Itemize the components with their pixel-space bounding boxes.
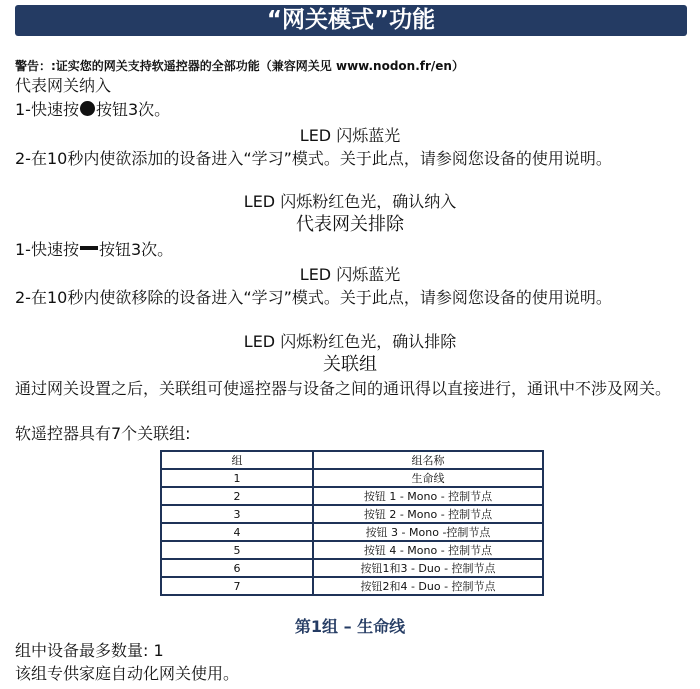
- group-name: 按钮1和3 - Duo - 控制节点: [313, 559, 543, 577]
- exclude-step1-post: 按钮3次。: [98, 240, 174, 259]
- page-title: “网关模式”功能: [15, 5, 687, 36]
- include-step1-post: 按钮3次。: [95, 100, 171, 119]
- exclude-step1-pre: 1-快速按: [15, 240, 79, 259]
- group1-caption: 第1组 – 生命线: [294, 617, 406, 636]
- table-row: [161, 577, 543, 595]
- exclude-led2: LED 闪烁粉红色光，确认排除: [243, 332, 457, 351]
- group-name: 按钮 1 - Mono - 控制节点: [313, 487, 543, 505]
- exclude-step2: 2-在10秒内使欲移除的设备进入“学习”模式。关于此点，请参阅您设备的使用说明。: [15, 288, 612, 307]
- exclude-step1: [15, 239, 173, 261]
- table-row: [161, 523, 543, 541]
- group-number: 3: [161, 505, 313, 523]
- column-header-group-name: 组名称: [313, 451, 543, 469]
- include-led1: LED 闪烁蓝光: [299, 126, 401, 145]
- exclude-led1: LED 闪烁蓝光: [299, 265, 401, 284]
- table-row: [161, 469, 543, 487]
- association-count: 软遥控器具有7个关联组:: [15, 424, 191, 443]
- table-header-row: [161, 451, 543, 469]
- group1-max: 组中设备最多数量: 1: [15, 641, 164, 660]
- group1-note: 该组专供家庭自动化网关使用。: [15, 664, 240, 683]
- group-name: 按钮 2 - Mono - 控制节点: [313, 505, 543, 523]
- group-number: 5: [161, 541, 313, 559]
- exclude-title: 代表网关排除: [296, 214, 404, 235]
- group-number: 4: [161, 523, 313, 541]
- group-name: 按钮 3 - Mono -控制节点: [313, 523, 543, 541]
- table-row: [161, 487, 543, 505]
- round-button-icon: [80, 101, 95, 116]
- column-header-group: 组: [161, 451, 313, 469]
- group-name: 按钮 4 - Mono - 控制节点: [313, 541, 543, 559]
- group-name: 按钮2和4 - Duo - 控制节点: [313, 577, 543, 595]
- groups-table: [160, 450, 544, 596]
- warning-text: 警告：:证实您的网关支持软遥控器的全部功能（兼容网关见 www.nodon.fr/en）: [15, 59, 464, 73]
- association-title: 关联组: [323, 354, 377, 375]
- minus-button-icon: [80, 246, 98, 250]
- group-number: 6: [161, 559, 313, 577]
- group-name: 生命线: [313, 469, 543, 487]
- include-step1-pre: 1-快速按: [15, 100, 79, 119]
- group-number: 2: [161, 487, 313, 505]
- table-row: [161, 559, 543, 577]
- include-step1: [15, 99, 170, 121]
- association-desc: 通过网关设置之后，关联组可使遥控器与设备之间的通讯得以直接进行，通讯中不涉及网关。: [15, 379, 672, 398]
- group-number: 1: [161, 469, 313, 487]
- include-step2: 2-在10秒内使欲添加的设备进入“学习”模式。关于此点，请参阅您设备的使用说明。: [15, 149, 612, 168]
- table-row: [161, 541, 543, 559]
- table-row: [161, 505, 543, 523]
- include-led2: LED 闪烁粉红色光，确认纳入: [243, 192, 457, 211]
- group-number: 7: [161, 577, 313, 595]
- include-title: 代表网关纳入: [15, 76, 112, 95]
